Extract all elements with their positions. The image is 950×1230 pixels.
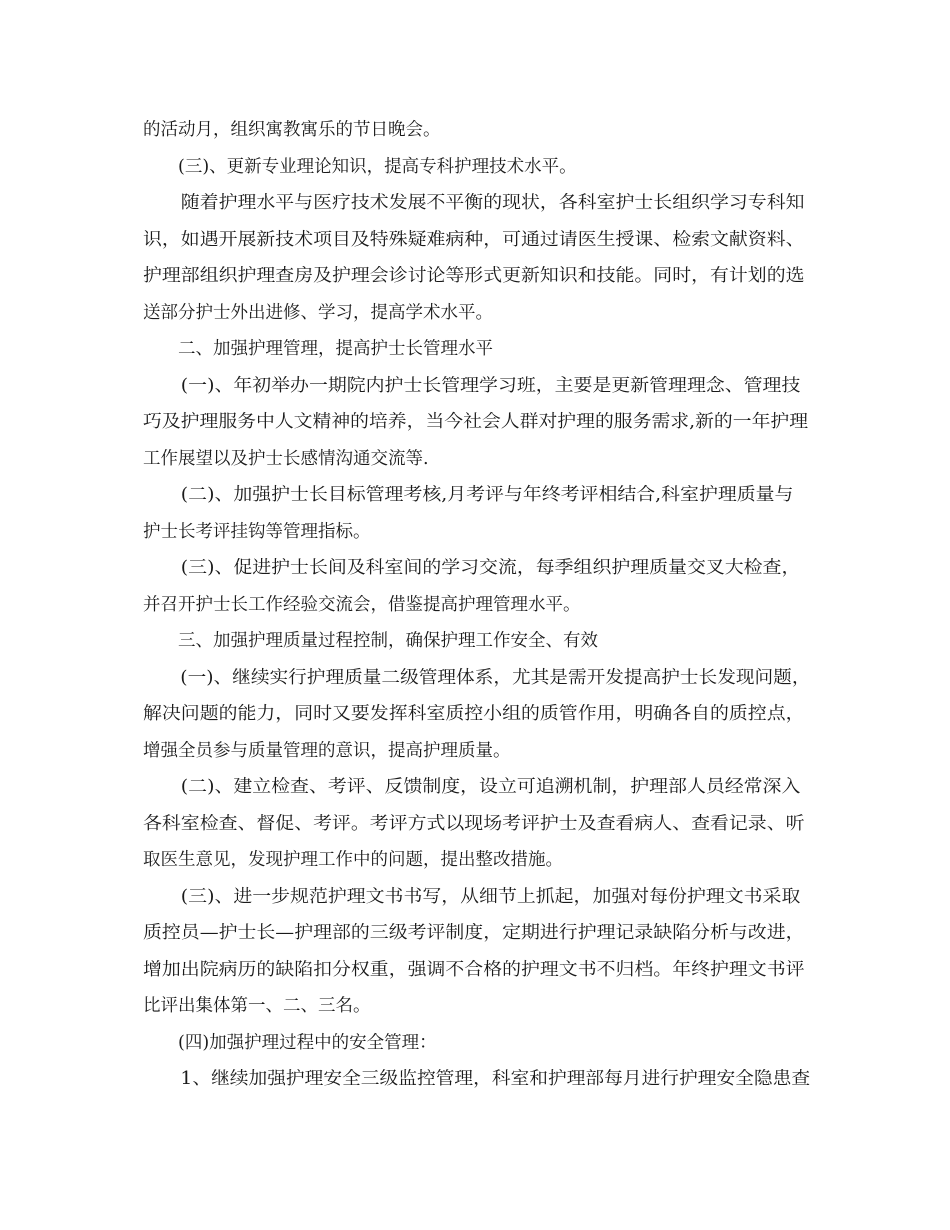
text-line: (三)、更新专业理论知识，提高专科护理技术水平。	[178, 156, 577, 177]
text-line: (一)、年初举办一期院内护士长管理学习班，主要是更新管理理念、管理技	[180, 375, 801, 396]
text-line: 护理部组织护理查房及护理会诊讨论等形式更新知识和技能。同时，有计划的选	[143, 266, 805, 286]
text-line: (三)、进一步规范护理文书书写，从细节上抓起，加强对每份护理文书采取	[180, 886, 801, 907]
text-line: 护士长考评挂钩等管理指标。	[143, 521, 371, 542]
text-line: (二)、建立检查、考评、反馈制度，设立可追溯机制，护理部人员经常深入	[180, 777, 801, 797]
text-line: 并召开护士长工作经验交流会，借鉴提高护理管理水平。	[143, 594, 581, 615]
text-line: 1、继续加强护理安全三级监控管理，科室和护理部每月进行护理安全隐患查	[180, 1069, 811, 1089]
text-line: 工作展望以及护士长感情沟通交流等.	[143, 448, 429, 469]
text-line: 的活动月，组织寓教寓乐的节日晚会。	[143, 120, 441, 140]
text-line: 取医生意见，发现护理工作中的问题，提出整改措施。	[143, 850, 563, 870]
document-body	[143, 112, 811, 1098]
text-line: 解决问题的能力，同时又要发挥科室质控小组的质管作用，明确各自的质控点，	[143, 704, 805, 724]
text-line: 送部分护士外出进修、学习，提高学术水平。	[143, 302, 493, 323]
text-line: (二)、加强护士长目标管理考核,月考评与年终考评相结合,科室护理质量与	[180, 485, 794, 505]
text-line: (四)加强护理过程中的安全管理：	[178, 1032, 437, 1053]
text-line: 巧及护理服务中人文精神的培养，当今社会人群对护理的服务需求,新的一年护理	[143, 412, 809, 432]
text-line: 比评出集体第一、二、三名。	[143, 996, 371, 1016]
section-heading: 三、加强护理质量过程控制，确保护理工作安全、有效	[178, 631, 598, 651]
section-heading: 二、加强护理管理，提高护士长管理水平	[178, 339, 493, 359]
text-line: 识，如遇开展新技术项目及特殊疑难病种，可通过请医生授课、检索文献资料、	[143, 229, 805, 250]
text-line: 质控员—护士长—护理部的三级考评制度，定期进行护理记录缺陷分析与改进，	[143, 923, 805, 943]
text-line: (三)、促进护士长间及科室间的学习交流，每季组织护理质量交叉大检查，	[180, 558, 801, 578]
text-line: 随着护理水平与医疗技术发展不平衡的现状，各科室护士长组织学习专科知	[180, 193, 805, 213]
text-line: 增加出院病历的缺陷扣分权重，强调不合格的护理文书不归档。年终护理文书评	[143, 959, 805, 980]
text-line: 增强全员参与质量管理的意识，提高护理质量。	[143, 740, 511, 761]
text-line: 各科室检查、督促、考评。考评方式以现场考评护士及查看病人、查看记录、听	[143, 813, 805, 834]
text-line: (一)、继续实行护理质量二级管理体系，尤其是需开发提高护士长发现问题，	[180, 667, 811, 688]
